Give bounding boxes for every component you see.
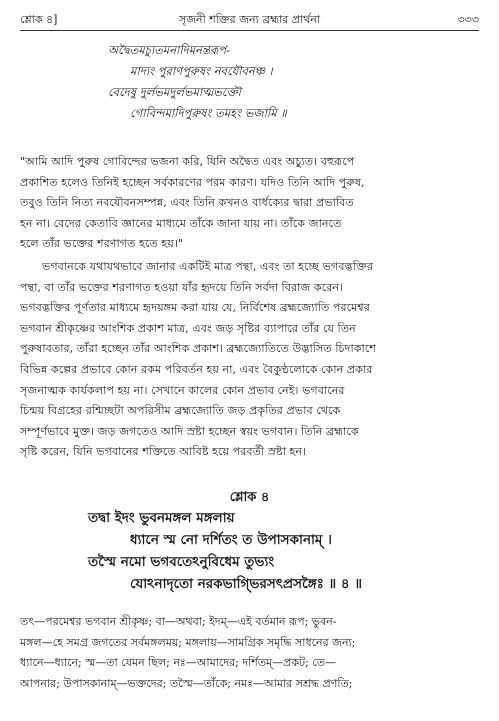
- synonyms-line: ধ্যানে—ধ্যানে; স্ম—তা যেমন ছিল; নঃ—আমাদের; দর্শিতম্—প্রকট; তে—: [20, 656, 336, 669]
- paragraph-line: ভগবানকে যথাযথভাবে জানার একটিই মাত্র পন্থা, এবং তা হচ্ছে ভগবদ্ভক্তির: [42, 260, 374, 273]
- paragraph-line: বিভিন্ন কল্পের প্রভাবে কোন রকম পরিবর্তন হয় না, এবং বৈকুণ্ঠলোকে কোন প্রকার: [20, 362, 373, 376]
- paragraph-line: সৃজনাত্মক কার্যকলাপ হয় না। সেখানে কালের কোন প্রভাব নেই। ভগবানের: [20, 383, 345, 397]
- paragraph-line: সম্পূর্ণভাবে মুক্ত। জড় জগতেও আদি স্রষ্টা হচ্ছেন স্বয়ং ভগবান। তিনি ব্রহ্মাকে: [20, 424, 359, 438]
- sloka-verse-line: তদ্বা ইদং ভুবনমঙ্গল মঙ্গলায়: [88, 510, 235, 526]
- quoted-verse: [108, 40, 478, 124]
- paragraph-line: তবুও তিনি নিত্য নবযৌবনসম্পন্ন, এবং তিনি কখনও বার্ধক্যের দ্বারা প্রভাবিত: [20, 196, 354, 210]
- paragraph-line: হলে তাঁর ভক্তের শরণাগত হতে হয়।": [20, 237, 184, 251]
- synonyms-line: মঙ্গল—হে সমগ্র জগতের সর্বমঙ্গলময়; মঙ্গলায়—সামগ্রিক সমৃদ্ধি সাধনের জন্য;: [20, 635, 356, 649]
- header-chapter-title: সৃজনী শক্তির জন্য ব্রহ্মার প্রার্থনা: [178, 13, 321, 26]
- paragraph-line: সৃষ্টি করেন, যিনি ভগবানের শক্তিতে আবিষ্ট হয়ে পরবর্তী স্রষ্টা হন।: [20, 445, 307, 459]
- quoted-verse-line: বেদেষু দুর্লভমদুর্লভমাত্মভক্তৌ: [108, 85, 241, 99]
- paragraph-line: চিন্ময় বিগ্রহের রশ্মিচ্ছটা অপরিসীম ব্রহ্মজ্যোতি জড় প্রকৃতির প্রভাব থেকে: [20, 404, 341, 418]
- paragraph-line: প্রকাশিত হলেও তিনিই হচ্ছেন সর্বকারণের পরম কারণ। যদিও তিনি আদি পুরুষ,: [20, 175, 365, 189]
- paragraph-line: "আমি আদি পুরুষ গোবিন্দের ভজনা করি, যিনি অদ্বৈত এবং অচ্যুত। বহুরূপে: [20, 155, 355, 168]
- synonyms-line: তৎ—পরমেশ্বর ভগবান শ্রীকৃষ্ণ; বা—অথবা; ইদম্—এই বর্তমান রূপ; ভুবন-: [20, 615, 337, 628]
- paragraph-line: পুরুষাবতার, তাঁরা হচ্ছেন তাঁর আংশিক প্রকাশ। ব্রহ্মজ্যোতিতে উদ্ভাসিত চিদাকাশে: [20, 342, 376, 356]
- synonyms-line: আপনার; উপাসকানাম্—ভক্তদের; তস্মৈ—তাঁকে; নমঃ—আমার সশ্রদ্ধ প্রণতি;: [20, 676, 353, 690]
- header-verse-ref: শ্লোক ৪]: [20, 13, 58, 26]
- quoted-verse-line: গোবিন্দমাদিপুরুষং তমহং ভজামি ॥: [130, 106, 287, 120]
- sloka-verse: [88, 507, 488, 595]
- sloka-verse-line: যোঽনাদৃতো নরকভাগ্ভিরসৎপ্রসঙ্গৈঃ ॥ ৪ ॥: [130, 576, 362, 592]
- sloka-heading: শ্লোক ৪: [229, 490, 270, 505]
- paragraph-line: ভগবদ্ভক্তির পূর্ণতার মাধ্যমে হৃদয়ঙ্গম করা যায় যে, নির্বিশেষ ব্রহ্মজ্যোতি পরমেশ্বর: [20, 301, 370, 315]
- translation-paragraph: [20, 152, 482, 255]
- purport-paragraph: [20, 257, 482, 463]
- page-header: [20, 8, 479, 28]
- header-page-number: ৩৩৩: [457, 13, 479, 26]
- sloka-verse-line: তস্মৈ নমো ভগবতেঽনুবিধেম তুভ্যং: [88, 554, 275, 570]
- quoted-verse-line: অদ্বৈতমচ্যুতমনাদিমনন্তরূপ-: [108, 43, 230, 57]
- synonyms-paragraph: [20, 612, 482, 694]
- header-rule: [20, 30, 479, 31]
- paragraph-line: ভগবান শ্রীকৃষ্ণের আংশিক প্রকাশ মাত্র, এবং জড় সৃষ্টির ব্যাপারে তাঁর যে তিন: [20, 321, 356, 335]
- paragraph-line: পন্থা, বা তাঁর ভক্তের শরণাগত হওয়া যাঁর হৃদয়ে তিনি সর্বদা বিরাজ করেন।: [20, 280, 344, 294]
- quoted-verse-line: মাদ্যং পুরাণপুরুষং নবযৌবনঞ্চ ।: [130, 64, 273, 78]
- sloka-verse-line: ধ্যানে স্ম নো দর্শিতং ত উপাসকানাম্ ।: [130, 532, 332, 548]
- paragraph-line: হন না। বেদের কেতাবি জ্ঞানের মাধ্যমে তাঁকে জানা যায় না। তাঁকে জানতে: [20, 216, 342, 230]
